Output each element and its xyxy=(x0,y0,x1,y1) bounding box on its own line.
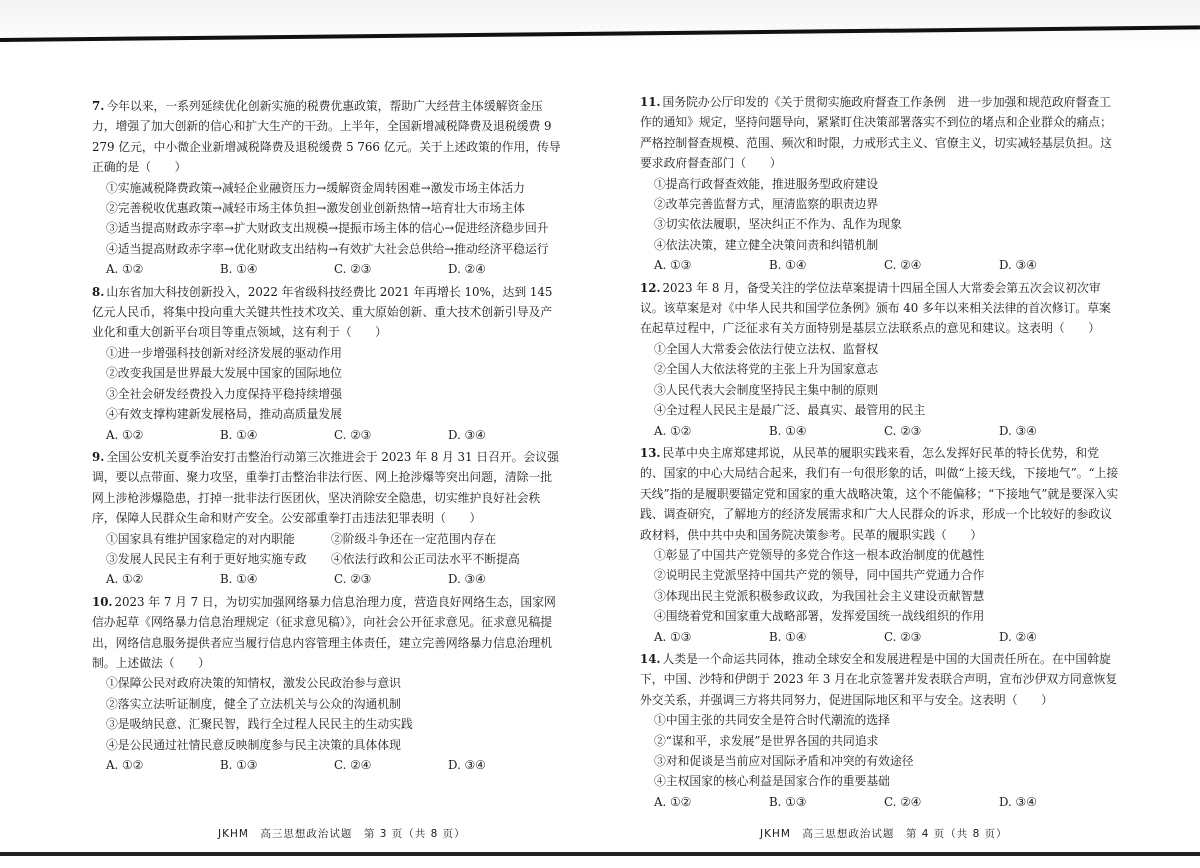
option: ①提高行政督查效能，推进服务型政府建设 xyxy=(654,176,879,191)
question-number: 10. xyxy=(92,594,113,609)
option: ①国家具有维护国家稳定的对内职能 xyxy=(106,531,295,546)
option: ③体现出民主党派积极参政议政，为我国社会主义建设贡献智慧 xyxy=(654,588,985,603)
choice-a: A. ①② xyxy=(106,262,144,277)
option: ③全社会研发经费投入力度保持平稳持续增强 xyxy=(106,386,342,401)
option: ④全过程人民民主是最广泛、最真实、最管用的民主 xyxy=(654,403,926,418)
question-number: 11. xyxy=(640,95,661,109)
choice-b: B. ①④ xyxy=(769,258,807,273)
answer-choices xyxy=(640,792,1120,812)
choice-c: C. ②④ xyxy=(334,758,372,772)
choice-b: B. ①④ xyxy=(220,427,258,442)
answer-choices xyxy=(92,425,562,445)
answer-choices xyxy=(92,755,562,775)
question-8 xyxy=(92,282,562,445)
question-14 xyxy=(640,649,1120,812)
option: ④依法行政和公正司法水平不断提高 xyxy=(331,551,520,566)
question-number: 7. xyxy=(92,99,105,113)
question-stem: 2023 年 7 月 7 日，为切实加强网络暴力信息治理力度，营造良好网络生态，国家网信办起草《网络暴力信息治理规定（征求意见稿）》，向社会公开征求意见。征求意见稿提出，网络信息服务提供者应当履行信息内容管理主体责任，建立完善网络暴力信息治理机制。上述做法（ ） xyxy=(92,594,556,670)
question-number: 8. xyxy=(92,284,105,299)
option: ④围绕着党和国家重大战略部署，发挥爱国统一战线组织的作用 xyxy=(654,609,985,624)
question-11 xyxy=(640,92,1120,276)
scan-shadow-top xyxy=(0,0,1200,48)
option: ③是吸纳民意、汇聚民智，践行全过程人民民主的生动实践 xyxy=(106,717,413,732)
question-13 xyxy=(640,443,1120,647)
choice-d: D. ③④ xyxy=(999,423,1037,438)
option: ①进一步增强科技创新对经济发展的驱动作用 xyxy=(106,345,342,360)
option: ③适当提高财政赤字率→扩大财政支出规模→提振市场主体的信心→促进经济稳步回升 xyxy=(106,221,549,236)
option: ④有效支撑构建新发展格局，推动高质量发展 xyxy=(106,407,342,422)
option: ③切实依法履职，坚决纠正不作为、乱作为现象 xyxy=(654,217,902,232)
choice-d: D. ③④ xyxy=(448,427,486,442)
question-stem: 民革中央主席郑建邦说，从民革的履职实践来看，怎么发挥好民革的特长优势，和党的、国家的中心大局结合起来，我们有一句很形象的话，叫做“上接天线，下接地气”。“上接天线”指的是履职要锚定党和国家的重大战略决策，这个不能偏移；“下接地气”就是要深入实践、调查研究，了解地方的经济发展需求和广大人民群众的诉求，形成一个比较好的参政议政材料，供中共中央和国务院决策参考。民革的履职实践（ ） xyxy=(640,445,1119,542)
question-stem: 山东省加大科技创新投入，2022 年省级科技经费比 2021 年再增长 10%，达到 145 亿元人民币，将集中投向重大关键共性技术攻关、重大原始创新、重大技术创新引导及产业化和重大创新平台项目等重点领域，这有利于（ ） xyxy=(92,284,553,340)
page-4-column xyxy=(640,92,1120,814)
choice-a: A. ①③ xyxy=(654,629,692,644)
choice-b: B. ①③ xyxy=(220,758,258,772)
choice-a: A. ①② xyxy=(106,427,144,442)
choice-d: D. ③④ xyxy=(448,572,486,587)
choice-a: A. ①② xyxy=(106,572,144,587)
option: ②全国人大依法将党的主张上升为国家意志 xyxy=(654,362,879,377)
choice-d: D. ②④ xyxy=(448,262,486,277)
option: ②落实立法听证制度，健全了立法机关与公众的沟通机制 xyxy=(106,696,401,711)
page-3-column xyxy=(92,96,562,777)
choice-b: B. ①④ xyxy=(769,629,807,644)
option: ④适当提高财政赤字率→优化财政支出结构→有效扩大社会总供给→推动经济平稳运行 xyxy=(106,241,549,256)
choice-b: B. ①④ xyxy=(220,572,258,587)
choice-a: A. ①② xyxy=(654,423,692,438)
choice-c: C. ②④ xyxy=(884,794,922,809)
choice-a: A. ①② xyxy=(654,794,692,809)
option: ④是公民通过社情民意反映制度参与民主决策的具体体现 xyxy=(106,737,401,752)
question-10 xyxy=(92,592,562,776)
choice-b: B. ①④ xyxy=(220,262,258,277)
option: ②“谋和平，求发展”是世界各国的共同追求 xyxy=(654,733,879,748)
option: ①实施减税降费政策→减轻企业融资压力→缓解资金周转困难→激发市场主体活力 xyxy=(106,180,525,195)
choice-d: D. ③④ xyxy=(448,758,486,772)
option: ②完善税收优惠政策→减轻市场主体负担→激发创业创新热情→培育壮大市场主体 xyxy=(106,201,525,216)
question-stem: 国务院办公厅印发的《关于贯彻实施政府督查工作条例 进一步加强和规范政府督查工作的通知》规定，坚持问题导向，紧紧盯住决策部署落实不到位的堵点和企业群众的痛点；严格控制督查规模、范围、频次和时限，力戒形式主义、官僚主义，切实减轻基层负担。这要求政府督查部门（ ） xyxy=(640,95,1112,171)
question-number: 13. xyxy=(640,445,661,460)
scan-edge-bottom xyxy=(0,852,1200,856)
option: ②改革完善监督方式，厘清监察的职责边界 xyxy=(654,197,879,212)
option: ③对和促谈是当前应对国际矛盾和冲突的有效途径 xyxy=(654,754,914,768)
question-stem: 2023 年 8 月，备受关注的学位法草案提请十四届全国人大常委会第五次会议初次审议。该草案是对《中华人民共和国学位条例》颁布 40 多年以来相关法律的首次修订。草案在起草过程中，广泛征求有关方面特别是基层立法联系点的意见和建议。这表明（ ） xyxy=(640,280,1111,336)
option: ③发展人民民主有利于更好地实施专政 xyxy=(106,551,307,566)
option: ①中国主张的共同安全是符合时代潮流的选择 xyxy=(654,713,890,728)
option: ③人民代表大会制度坚持民主集中制的原则 xyxy=(654,382,879,397)
choice-d: D. ③④ xyxy=(999,794,1037,809)
option: ②改变我国是世界最大发展中国家的国际地位 xyxy=(106,366,342,381)
choice-c: C. ②③ xyxy=(334,427,372,442)
choice-b: B. ①③ xyxy=(769,794,807,809)
answer-choices xyxy=(640,627,1120,647)
question-stem: 人类是一个命运共同体，推动全球安全和发展进程是中国的大国责任所在。在中国斡旋下，中国、沙特和伊朗于 2023 年 3 月在北京签署并发表联合声明，宣布沙伊双方同意恢复外交关系，并强调三方将共同努力，促进国际地区和平与安全。这表明（ ） xyxy=(640,651,1118,707)
choice-a: A. ①② xyxy=(106,758,144,772)
choice-d: D. ②④ xyxy=(999,629,1037,644)
page-footer-3: JKHM 高三思想政治试题 第 3 页（共 8 页） xyxy=(218,828,466,840)
choice-c: C. ②③ xyxy=(884,423,922,438)
answer-choices xyxy=(92,259,562,279)
option: ①保障公民对政府决策的知情权，激发公民政治参与意识 xyxy=(106,676,401,691)
answer-choices xyxy=(92,569,562,589)
option-row xyxy=(92,549,562,569)
question-12 xyxy=(640,278,1120,441)
answer-choices xyxy=(640,255,1120,275)
question-number: 9. xyxy=(92,449,105,464)
option: ②阶级斗争还在一定范围内存在 xyxy=(331,531,497,546)
option-row xyxy=(92,529,562,549)
choice-b: B. ①④ xyxy=(769,423,807,438)
option: ④主权国家的核心利益是国家合作的重要基础 xyxy=(654,774,890,789)
choice-c: C. ②④ xyxy=(884,258,922,273)
choice-c: C. ②③ xyxy=(334,572,372,587)
option: ④依法决策，建立健全决策问责和纠错机制 xyxy=(654,237,879,252)
page-footer-4: JKHM 高三思想政治试题 第 4 页（共 8 页） xyxy=(760,828,1008,840)
choice-a: A. ①③ xyxy=(654,258,692,273)
choice-c: C. ②③ xyxy=(334,262,372,277)
answer-choices xyxy=(640,421,1120,441)
question-7 xyxy=(92,96,562,280)
choice-c: C. ②③ xyxy=(884,629,922,644)
option: ①彰显了中国共产党领导的多党合作这一根本政治制度的优越性 xyxy=(654,547,985,562)
option: ②说明民主党派坚持中国共产党的领导，同中国共产党通力合作 xyxy=(654,568,985,583)
question-stem: 今年以来，一系列延续优化创新实施的税费优惠政策，帮助广大经营主体缓解资金压力，增强了加大创新的信心和扩大生产的干劲。上半年，全国新增减税降费及退税缓费 9 279 亿元，中小微企业新增减税降费及退税缓费 5 766 亿元。关于上述政策的作用，传导正确的是（ ） xyxy=(92,99,561,175)
question-stem: 全国公安机关夏季治安打击整治行动第三次推进会于 2023 年 8 月 31 日召开。会议强调，要以点带面、聚力攻坚，重拳打击整治非法行医、网上抢涉爆等突出问题，清除一批网上涉枪涉爆隐患，打掉一批非法行医团伙，坚决消除安全隐患，切实维护良好社会秩序，保障人民群众生命和财产安全。公安部重拳打击违法犯罪表明（ ） xyxy=(92,449,559,526)
question-number: 12. xyxy=(640,280,661,295)
choice-d: D. ③④ xyxy=(999,258,1037,273)
question-9 xyxy=(92,447,562,590)
option: ①全国人大常委会依法行使立法权、监督权 xyxy=(654,341,879,356)
question-number: 14. xyxy=(640,651,661,666)
